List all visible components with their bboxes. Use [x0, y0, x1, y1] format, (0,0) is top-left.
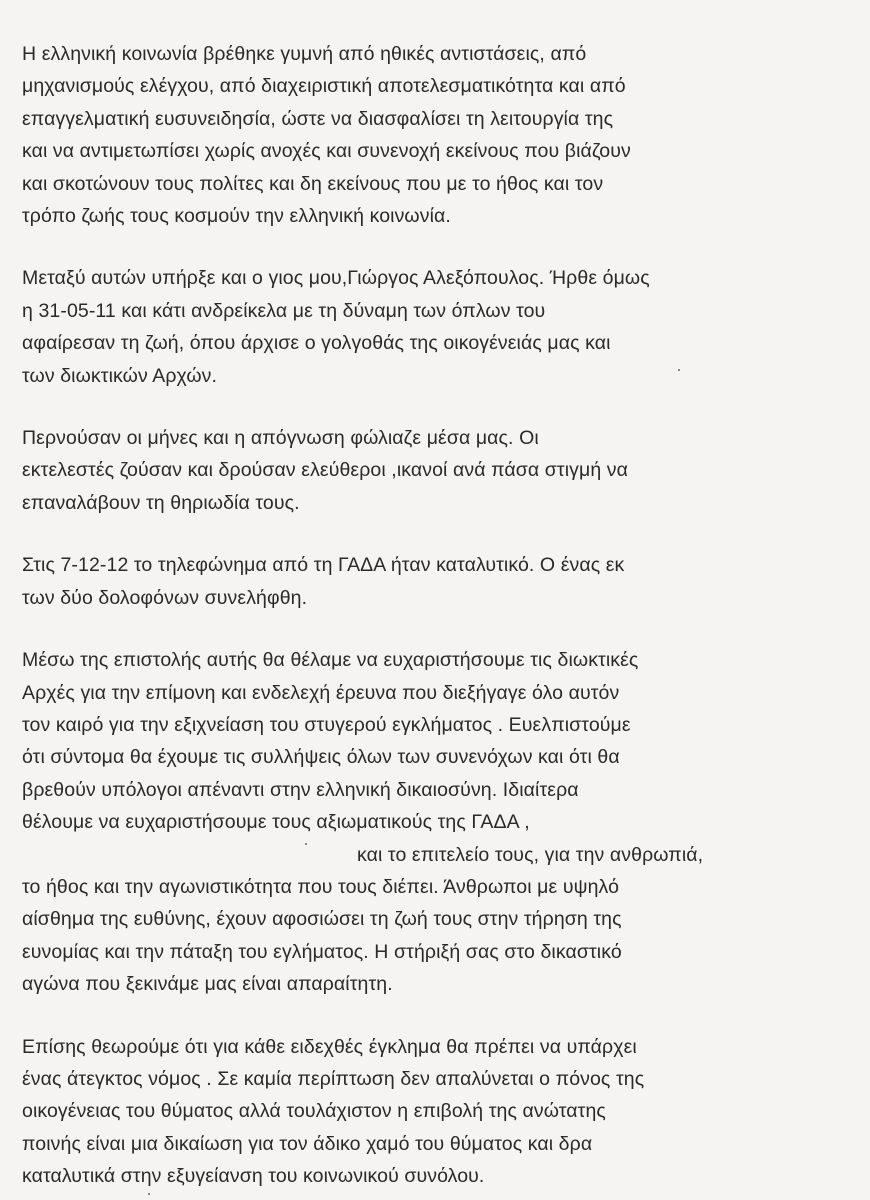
paragraph-6	[22, 1031, 830, 1193]
text-line: η 31-05-11 και κάτι ανδρείκελα με τη δύναμη των όπλων του	[22, 299, 546, 322]
text-line: και σκοτώνουν τους πολίτες και δη εκείνους που με το ήθος και τον	[22, 172, 604, 195]
text-line: ένας άτεγκτος νόμος . Σε καμία περίπτωση δεν απαλύνεται ο πόνος της	[22, 1067, 645, 1090]
text-line: και να αντιμετωπίσει χωρίς ανοχές και συνενοχή εκείνους που βιάζουν	[22, 140, 631, 163]
paragraph-5	[22, 644, 830, 1000]
text-line: επαναλάβουν τη θηριωδία τους.	[22, 491, 300, 514]
text-line: ευνομίας και την πάταξη του εγλήματος. Η στήριξή σας στο δικαστικό	[22, 940, 622, 963]
text-line: Αρχές για την επίμονη και ενδελεχή έρευνα που διεξήγαγε όλο αυτόν	[22, 681, 620, 704]
text-line: Μεταξύ αυτών υπήρξε και ο γιος μου,Γιώργος Αλεξόπουλος. Ήρθε όμως	[22, 267, 650, 290]
text-line: το ήθος και την αγωνιστικότητα που τους διέπει. Άνθρωποι με υψηλό	[22, 875, 620, 898]
text-line: τον καιρό για την εξιχνείαση του στυγερού εγκλήματος . Ευελπιστούμε	[22, 713, 631, 736]
paragraph-3	[22, 422, 830, 519]
text-line: καταλυτικά στην εξυγείανση του κοινωνικού συνόλου.	[22, 1165, 485, 1188]
text-line: βρεθούν υπόλογοι απέναντι στην ελληνική δικαιοσύνη. Ιδιαίτερα	[22, 778, 579, 801]
text-line: Στις 7-12-12 το τηλεφώνημα από τη ΓΑΔΑ ήταν καταλυτικό. Ο ένας εκ	[22, 554, 625, 577]
text-line: Επίσης θεωρούμε ότι για κάθε ειδεχθές έγκλημα θα πρέπει να υπάρχει	[22, 1035, 637, 1058]
text-line: αφαίρεσαν τη ζωή, όπου άρχισε ο γολγοθάς της οικογένειάς μας και	[22, 332, 611, 355]
paragraph-1	[22, 38, 830, 232]
text-line: Μέσω της επιστολής αυτής θα θέλαμε να ευχαριστήσουμε τις διωκτικές	[22, 649, 639, 672]
scan-speck	[678, 369, 680, 371]
scan-speck	[148, 1193, 150, 1195]
text-line: εκτελεστές ζούσαν και δρούσαν ελεύθεροι ,ικανοί ανά πάσα στιγμή να	[22, 459, 629, 482]
scan-speck	[305, 843, 307, 845]
text-line: τρόπο ζωής τους κοσμούν την ελληνική κοινωνία.	[22, 205, 451, 228]
text-line: θέλουμε να ευχαριστήσουμε τους αξιωματικούς της ΓΑΔΑ ,	[22, 811, 530, 834]
text-line: Η ελληνική κοινωνία βρέθηκε γυμνή από ηθικές αντιστάσεις, από	[22, 43, 587, 65]
text-line: ποινής είναι μια δικαίωση για τον άδικο χαμό του θύματος και δρα	[22, 1132, 593, 1155]
text-line: οικογένειας του θύματος αλλά τουλάχιστον η επιβολή της ανώτατης	[22, 1100, 606, 1123]
text-line: επαγγελματική ευσυνειδησία, ώστε να διασφαλίσει τη λειτουργία της	[22, 107, 614, 130]
text-line: αγώνα που ξεκινάμε μας είναι απαραίτητη.	[22, 973, 393, 996]
paragraph-4	[22, 549, 830, 614]
text-line: μηχανισμούς ελέγχου, από διαχειριστική αποτελεσματικότητα και από	[22, 75, 626, 98]
text-line: Περνούσαν οι μήνες και η απόγνωση φώλιαζε μέσα μας. Οι	[22, 427, 539, 450]
text-line: ότι σύντομα θα έχουμε τις συλλήψεις όλων των συνενόχων και ότι θα	[22, 746, 620, 769]
paragraph-2	[22, 262, 830, 392]
text-line: των δύο δολοφόνων συνελήφθη.	[22, 586, 308, 609]
text-line: των διωκτικών Αρχών.	[22, 364, 218, 387]
text-line: αίσθημα της ευθύνης, έχουν αφοσιώσει τη ζωή τους στην τήρηση της	[22, 908, 622, 931]
text-line: και το επιτελείο τους, για την ανθρωπιά,	[357, 843, 704, 866]
